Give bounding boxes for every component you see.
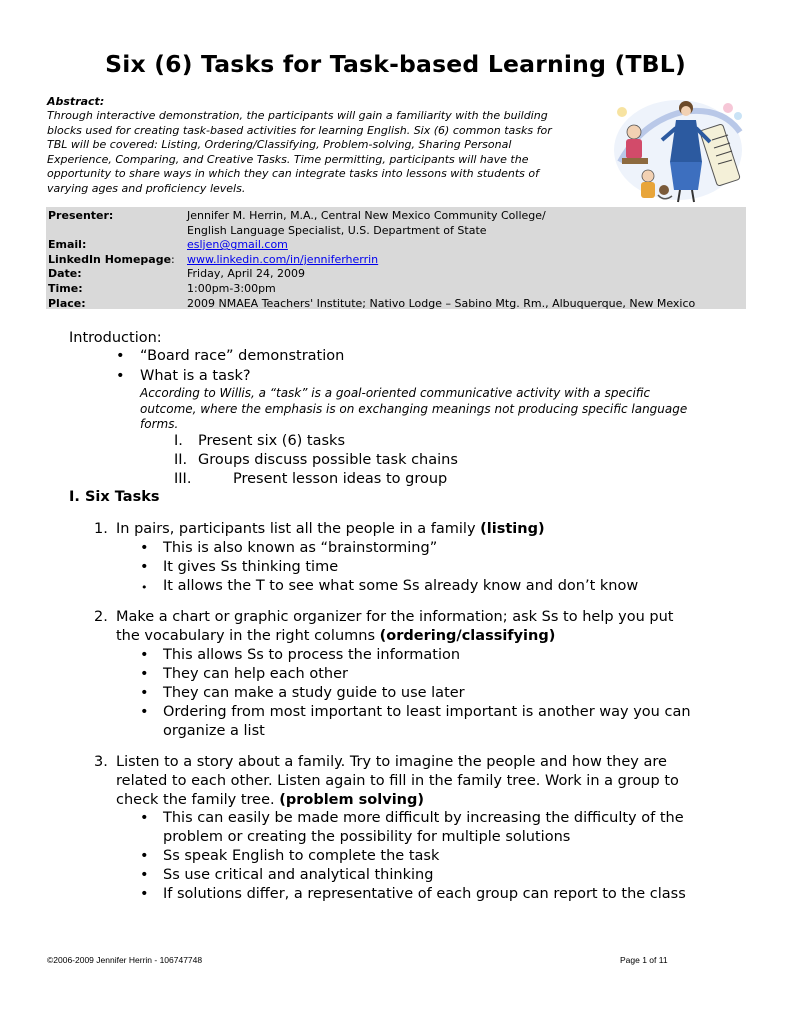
bullet-icon: •: [140, 666, 149, 682]
abstract-line: blocks used for creating task-based activities for learning English. Six (6) common tasks for: [47, 123, 552, 137]
task-3-line: related to each other. Listen again to fill in the family tree. Work in a group to: [116, 773, 679, 789]
presenter-value-line2: English Language Specialist, U.S. Department of State: [187, 223, 487, 237]
document-title: Six (6) Tasks for Task-based Learning (TBL): [105, 50, 686, 78]
task-1-bullet: This is also known as “brainstorming”: [163, 540, 438, 556]
bullet-icon: •: [140, 848, 149, 864]
linkedin-label: LinkedIn Homepage: [48, 252, 172, 266]
date-label: Date:: [48, 267, 82, 281]
bullet-icon: •: [140, 559, 149, 575]
abstract-line: Experience, Comparing, and Creative Tasks. Time permitting, participants will have the: [47, 152, 529, 166]
place-value: 2009 NMAEA Teachers' Institute; Nativo Lodge – Sabino Mtg. Rm., Albuquerque, New Mexico: [187, 296, 696, 310]
task-2-line: Make a chart or graphic organizer for the information; ask Ss to help you put: [116, 609, 674, 625]
task-2-bullet: This allows Ss to process the information: [163, 647, 461, 663]
presenter-value-line1: Jennifer M. Herrin, M.A., Central New Mexico Community College/: [187, 209, 546, 222]
definition-line: According to Willis, a “task” is a goal-oriented communicative activity with a specific: [140, 386, 651, 400]
task-3-bullet: Ss speak English to complete the task: [163, 848, 440, 864]
abstract-line: opportunity to share ways in which they can integrate tasks into lessons with students of: [47, 167, 540, 180]
email-link[interactable]: esljen@gmail.com: [187, 238, 288, 252]
definition-line: outcome, where the emphasis is on exchanging meanings not producing specific language: [140, 401, 688, 416]
task-2-description: [116, 628, 555, 644]
abstract-line: TBL will be covered: Listing, Ordering/Classifying, Problem-solving, Sharing Personal: [47, 138, 512, 151]
abstract-label: Abstract:: [47, 95, 105, 108]
task-1-bullet: It allows the T to see what some Ss already know and don’t know: [163, 578, 639, 594]
task-number: 2.: [94, 609, 108, 625]
roman-item-1: Present six (6) tasks: [198, 433, 346, 449]
task-2-bullet-cont: organize a list: [163, 723, 265, 739]
abstract-line: Through interactive demonstration, the participants will gain a familiarity with the building: [47, 109, 548, 122]
task-number: 3.: [94, 754, 108, 770]
abstract-line: varying ages and proficiency levels.: [47, 181, 246, 195]
task-1-bullet: It gives Ss thinking time: [163, 559, 339, 575]
task-3-bullet: This can easily be made more difficult by increasing the difficulty of the: [163, 810, 684, 826]
roman-num-3: III.: [174, 471, 192, 487]
linkedin-link[interactable]: www.linkedin.com/in/jenniferherrin: [187, 252, 379, 266]
presenter-label: Presenter:: [48, 209, 114, 222]
definition-line: forms.: [140, 417, 179, 431]
intro-bullet-what-is-task: What is a task?: [140, 368, 251, 384]
bullet-icon: •: [140, 647, 149, 663]
roman-item-3: Present lesson ideas to group: [233, 471, 448, 487]
footer-copyright: ©2006-2009 Jennifer Herrin - 106747748: [47, 955, 203, 965]
email-label: Email:: [48, 238, 87, 252]
bullet-icon: •: [140, 867, 149, 883]
abstract-text: [47, 109, 595, 196]
teacher-clipart-image: [612, 92, 746, 204]
section-heading-six-tasks: I. Six Tasks: [69, 489, 160, 505]
bullet-icon: •: [140, 704, 149, 720]
task-2-bullet: They can make a study guide to use later: [163, 685, 465, 701]
task-2-bullet: They can help each other: [163, 666, 348, 682]
roman-num-2: II.: [174, 452, 188, 468]
bullet-icon: •: [140, 810, 149, 826]
linkedin-colon: :: [171, 252, 175, 266]
task-2-tag: (ordering/classifying): [379, 628, 556, 644]
intro-bullet-board-race: “Board race” demonstration: [140, 348, 345, 364]
task-3-description: [116, 792, 424, 808]
task-2-text: the vocabulary in the right columns: [116, 628, 380, 644]
bullet-icon: •: [141, 581, 148, 594]
bullet-icon: •: [140, 886, 149, 902]
roman-num-1: I.: [174, 433, 183, 449]
task-3-bullet: If solutions differ, a representative of each group can report to the class: [163, 886, 686, 902]
date-value: Friday, April 24, 2009: [187, 267, 305, 281]
introduction-heading: Introduction:: [69, 330, 162, 346]
bullet-icon: •: [116, 348, 125, 364]
place-label: Place:: [48, 296, 86, 310]
task-3-bullet: Ss use critical and analytical thinking: [163, 867, 434, 883]
bullet-icon: •: [140, 540, 149, 556]
footer-page-number: Page 1 of 11: [620, 955, 668, 965]
task-1-tag: (listing): [480, 521, 545, 537]
task-1-text: In pairs, participants list all the people in a family: [116, 521, 481, 537]
task-1-description: [116, 521, 545, 537]
presentation-info-box: [46, 207, 746, 309]
task-definition: [140, 386, 687, 433]
task-number: 1.: [94, 521, 108, 537]
task-3-text: check the family tree.: [116, 792, 280, 808]
time-value: 1:00pm-3:00pm: [187, 282, 276, 295]
task-3-line: Listen to a story about a family. Try to imagine the people and how they are: [116, 754, 667, 770]
bullet-icon: •: [116, 368, 125, 384]
task-2-bullet: Ordering from most important to least important is another way you can: [163, 704, 691, 720]
bullet-icon: •: [140, 685, 149, 701]
roman-item-2: Groups discuss possible task chains: [198, 452, 458, 468]
time-label: Time:: [48, 282, 83, 295]
task-3-tag: (problem solving): [279, 792, 424, 808]
task-3-bullet-cont: problem or creating the possibility for multiple solutions: [163, 829, 571, 845]
